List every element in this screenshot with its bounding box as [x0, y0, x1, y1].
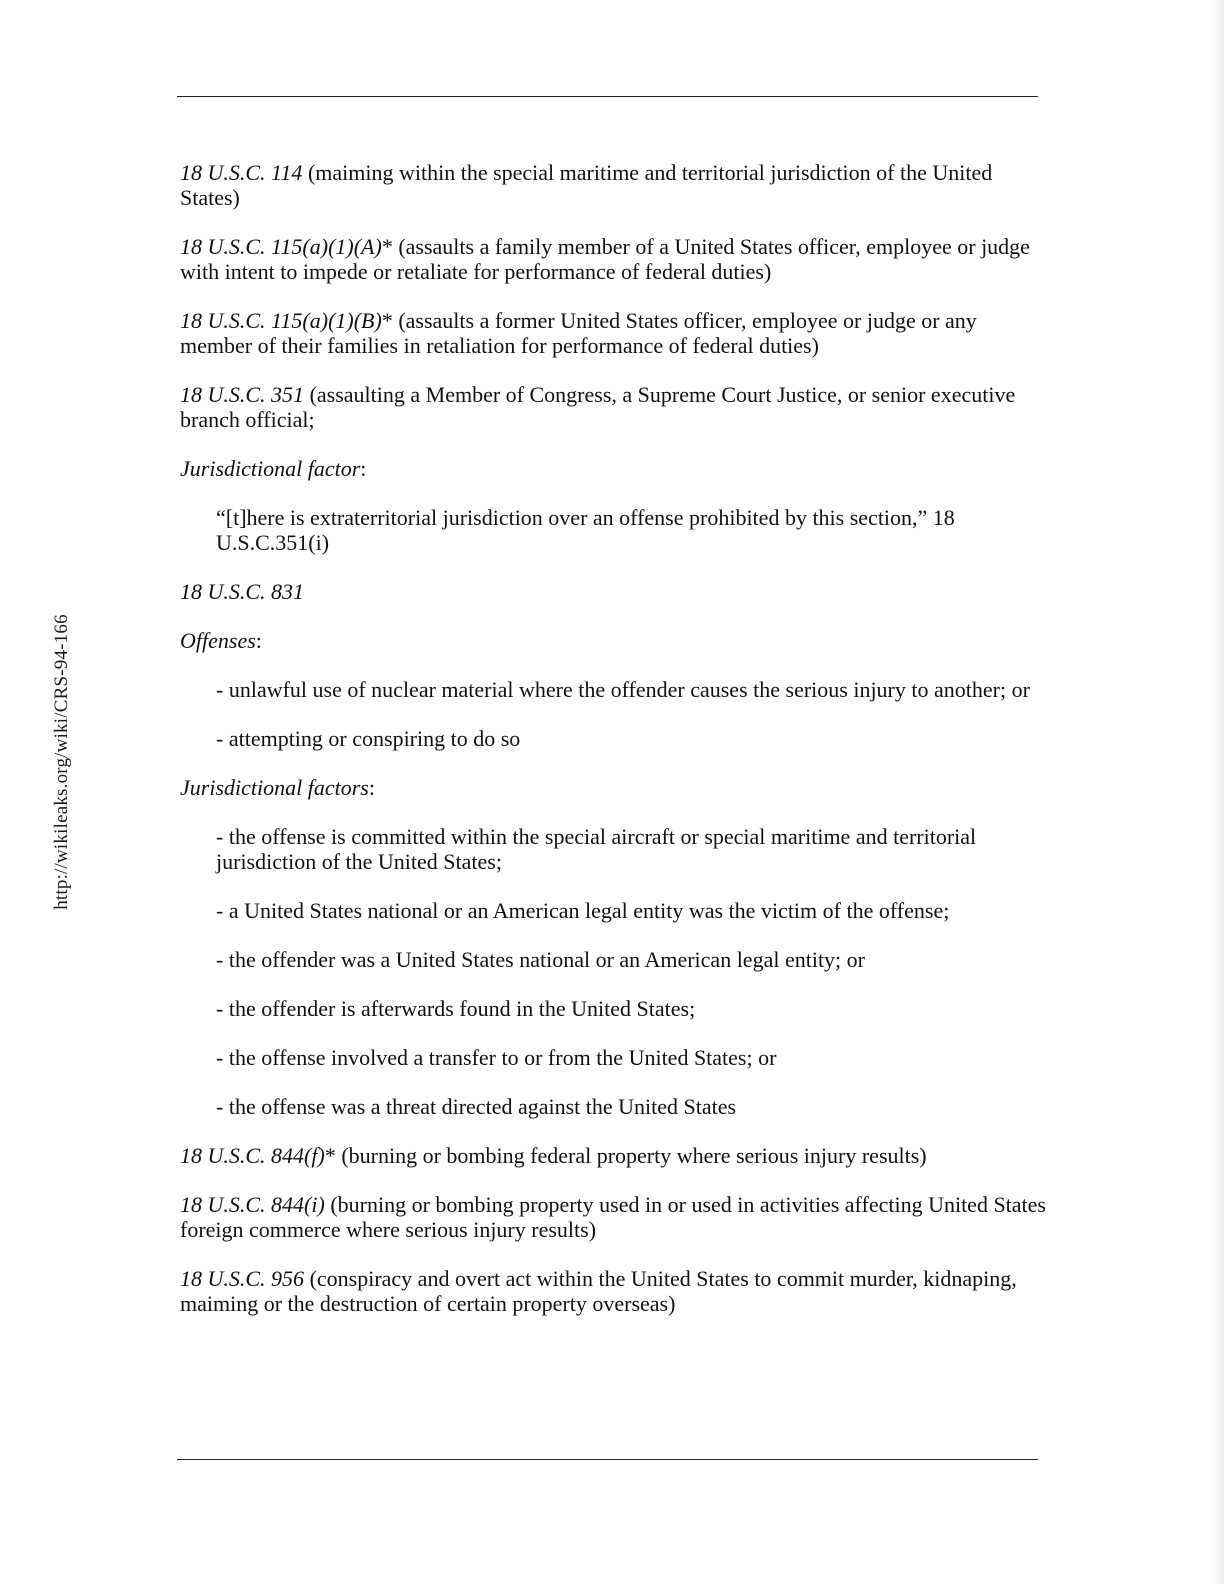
- statute-description: (assaulting a Member of Congress, a Supreme Court Justice, or senior executive: [304, 382, 1016, 407]
- offense-item: - attempting or conspiring to do so: [216, 726, 521, 751]
- jurisdiction-factor-item: - the offender was a United States national or an American legal entity; or: [216, 947, 865, 972]
- statute-description-cont: States): [180, 185, 240, 210]
- jurisdiction-factor-item: - the offense was a threat directed against the United States: [216, 1094, 737, 1119]
- statute-entry: [180, 382, 1042, 432]
- statute-entry: [180, 234, 1042, 284]
- jurisdiction-factor-item: - the offender is afterwards found in the United States;: [216, 996, 696, 1021]
- statute-entry: [180, 1266, 1042, 1316]
- statute-citation: 18 U.S.C. 956: [180, 1266, 305, 1291]
- statute-citation-831: 18 U.S.C. 831: [180, 579, 305, 604]
- statute-citation: 18 U.S.C. 351: [180, 382, 305, 407]
- statute-description-cont: with intent to impede or retaliate for performance of federal duties): [180, 259, 772, 284]
- statute-entry: [180, 1143, 1042, 1168]
- statute-citation: 18 U.S.C. 115(a)(1)(B): [180, 308, 382, 333]
- statute-citation: 18 U.S.C. 844(i): [180, 1192, 325, 1217]
- statute-citation: 18 U.S.C. 844(f): [180, 1143, 325, 1168]
- statute-description: (conspiracy and overt act within the United States to commit murder, kidnaping,: [304, 1266, 1017, 1291]
- statute-citation: 18 U.S.C. 115(a)(1)(A): [180, 234, 382, 259]
- offenses-heading: Offenses:: [180, 628, 262, 653]
- statute-entry: [180, 308, 1042, 358]
- statute-description: * (burning or bombing federal property where serious injury results): [324, 1143, 927, 1168]
- statute-description: (burning or bombing property used in or used in activities affecting United States: [324, 1192, 1046, 1217]
- document-body: [180, 160, 1046, 1316]
- jurisdiction-factor-item: - a United States national or an American legal entity was the victim of the offense;: [216, 898, 950, 923]
- statute-description-cont: branch official;: [180, 407, 315, 432]
- statute-description: * (assaults a former United States officer, employee or judge or any: [381, 308, 977, 333]
- statute-citation: 18 U.S.C. 114: [180, 160, 303, 185]
- footer-rule: [177, 1459, 1038, 1460]
- statute-description: (maiming within the special maritime and territorial jurisdiction of the United: [302, 160, 993, 185]
- jurisdiction-quote: “[t]here is extraterritorial jurisdiction over an offense prohibited by this section,” 18 U.S.C.351(i): [216, 505, 955, 555]
- side-watermark-url: http://wikileaks.org/wiki/CRS-94-166: [51, 614, 72, 910]
- statute-description: * (assaults a family member of a United States officer, employee or judge: [381, 234, 1030, 259]
- statute-entry: [180, 160, 1042, 210]
- statute-description-cont: member of their families in retaliation for performance of federal duties): [180, 333, 819, 358]
- offense-item: - unlawful use of nuclear material where the offender causes the serious injury to another; or: [216, 677, 1030, 702]
- statute-description-cont: foreign commerce where serious injury results): [180, 1217, 597, 1242]
- page-edge-shadow: [1210, 0, 1224, 1584]
- jurisdictional-factor-heading: Jurisdictional factor:: [180, 456, 367, 481]
- jurisdiction-factor-item: - the offense is committed within the special aircraft or special maritime and territorial jurisdiction of the United States;: [216, 824, 977, 874]
- jurisdiction-factor-item: - the offense involved a transfer to or from the United States; or: [216, 1045, 777, 1070]
- jurisdictional-factors-heading: Jurisdictional factors:: [180, 775, 375, 800]
- statute-entry: [180, 1192, 1046, 1242]
- header-rule: [177, 96, 1038, 97]
- statute-description-cont: maiming or the destruction of certain property overseas): [180, 1291, 676, 1316]
